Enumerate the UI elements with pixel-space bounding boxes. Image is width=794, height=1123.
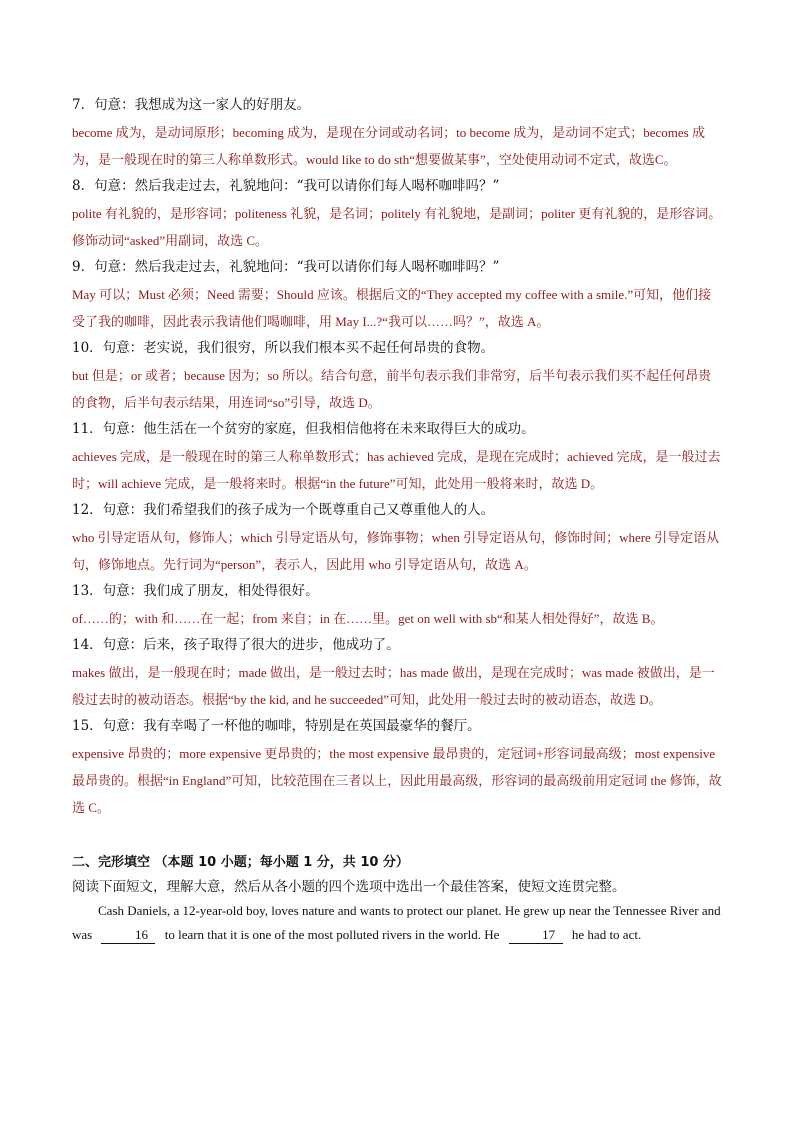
passage-text: he had to act. (571, 927, 642, 942)
answer-explanation: expensive 昂贵的；more expensive 更昂贵的；the most expensive 最昂贵的，定冠词+形容词最高级；most expensive 最昂贵的。根据“in England”可知，比较范围在三者以上，因此用最高级，形容词的最高级前用定冠词 the 修饰，故选 C。 (72, 746, 722, 815)
answer-explanation: become 成为，是动词原形；becoming 成为，是现在分词或动名词；to become 成为，是动词不定式；becomes 成为，是一般现在时的第三人称单数形式。would like to do sth“想要做某事”，空处使用动词不定式，故选C。 (72, 125, 705, 167)
answer-item (72, 497, 722, 578)
question-translation: 13．句意：我们成了朋友，相处得很好。 (72, 583, 319, 599)
question-translation: 12．句意：我们希望我们的孩子成为一个既尊重自己又尊重他人的人。 (72, 502, 495, 518)
document-page (72, 92, 722, 947)
answer-item (72, 416, 722, 497)
answer-item (72, 713, 722, 821)
answer-explanation: of……的；with 和……在一起；from 来自；in 在……里。get on well with sb“和某人相处得好”，故选 B。 (72, 611, 664, 626)
question-translation: 10．句意：老实说，我们很穷，所以我们根本买不起任何昂贵的食物。 (72, 340, 495, 356)
question-translation: 15．句意：我有幸喝了一杯他的咖啡，特别是在英国最豪华的餐厅。 (72, 718, 481, 734)
answer-explanation: who 引导定语从句，修饰人；which 引导定语从句，修饰事物；when 引导定语从句，修饰时间；where 引导定语从句，修饰地点。先行词为“person”，表示人，因此用 who 引导定语从句，故选 A。 (72, 530, 720, 572)
answer-item (72, 173, 722, 254)
answer-explanation: makes 做出，是一般现在时；made 做出，是一般过去时；has made 做出，是现在完成时；was made 被做出，是一般过去时的被动语态。根据“by the kid, and he succeeded”可知，此处用一般过去时的被动语态，故选 D。 (72, 665, 715, 707)
section-note: （本题 10 小题；每小题 1 分，共 10 分） (154, 855, 409, 870)
question-translation: 11．句意：他生活在一个贫穷的家庭，但我相信他将在未来取得巨大的成功。 (72, 421, 535, 437)
passage-text: Cash Daniels, a 12-year-old boy, loves nature and wants to protect our planet. He grew up near the Tennessee River and was (72, 903, 721, 942)
answer-item (72, 578, 722, 632)
question-translation: 9．句意：然后我走过去，礼貌地问：“我可以请你们每人喝杯咖啡吗？” (72, 259, 500, 275)
question-translation: 7．句意：我想成为这一家人的好朋友。 (72, 97, 311, 113)
answer-item (72, 632, 722, 713)
cloze-blank-16: 16 (101, 927, 155, 944)
answer-item (72, 92, 722, 173)
section-heading (72, 851, 722, 875)
cloze-blank-17: 17 (509, 927, 563, 944)
passage-text: to learn that it is one of the most polluted rivers in the world. He (164, 927, 500, 942)
answer-item (72, 254, 722, 335)
answer-item (72, 335, 722, 416)
question-translation: 14．句意：后来，孩子取得了很大的进步，他成功了。 (72, 637, 400, 653)
answer-explanation: May 可以；Must 必须；Need 需要；Should 应该。根据后文的“They accepted my coffee with a smile.”可知，他们接受了我的咖啡，因此表示我请他们喝咖啡，用 May I...?“我可以……吗？”，故选 A。 (72, 287, 712, 329)
answer-explanation: polite 有礼貌的，是形容词；politeness 礼貌，是名词；politely 有礼貌地，是副词；politer 更有礼貌的，是形容词。修饰动词“asked”用副词，故选 C。 (72, 206, 722, 248)
answer-explanation: achieves 完成，是一般现在时的第三人称单数形式；has achieved 完成，是现在完成时；achieved 完成，是一般过去时；will achieve 完成，是一般将来时。根据“in the future”可知，此处用一般将来时，故选 D。 (72, 449, 721, 491)
answer-explanation: but 但是；or 或者；because 因为；so 所以。结合句意，前半句表示我们非常穷，后半句表示我们买不起任何昂贵的食物，后半句表示结果，用连词“so”引导，故选 D。 (72, 368, 712, 410)
section-instruction: 阅读下面短文，理解大意，然后从各小题的四个选项中选出一个最佳答案，使短文连贯完整。 (72, 879, 626, 895)
question-translation: 8．句意：然后我走过去，礼貌地问：“我可以请你们每人喝杯咖啡吗？” (72, 178, 500, 194)
section-title: 二、完形填空 (72, 855, 151, 870)
answer-list (72, 92, 722, 821)
cloze-passage (72, 899, 722, 947)
